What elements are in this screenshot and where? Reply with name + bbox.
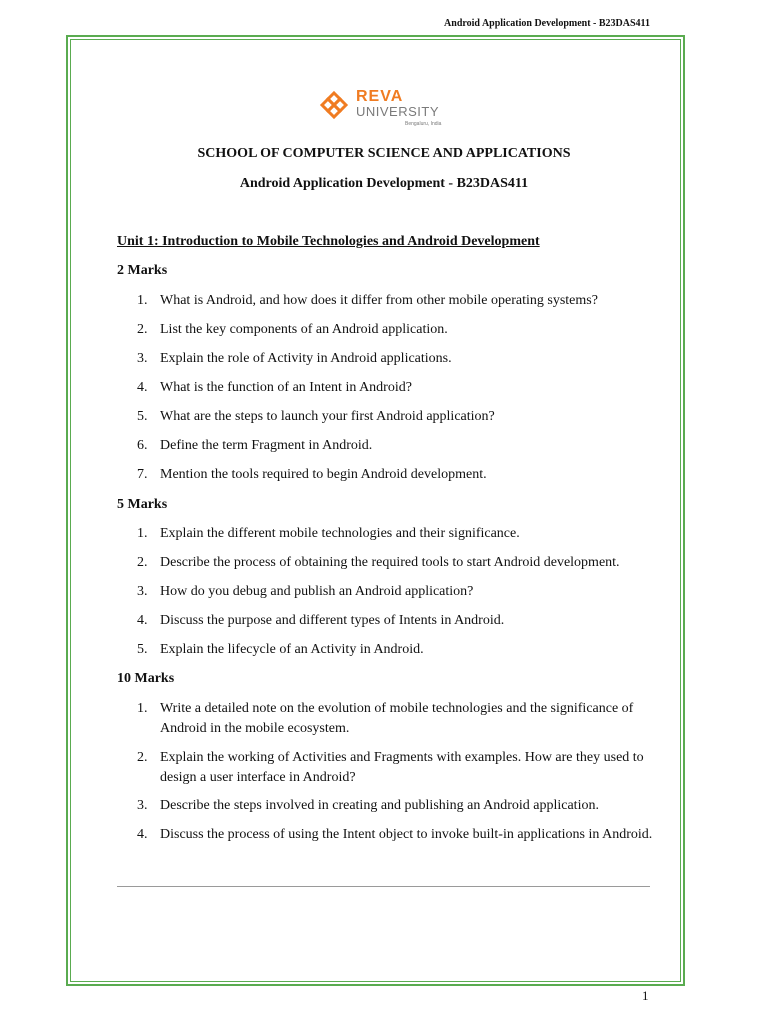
question-number: 1. [137,526,148,541]
question-text: What is Android, and how does it differ from other mobile operating systems? [160,293,598,308]
question-item [137,611,657,631]
question-number: 4. [137,380,148,395]
question-item [137,825,657,845]
question-number: 1. [137,293,148,308]
question-text: Discuss the purpose and different types of Intents in Android. [160,613,505,628]
question-number: 7. [137,467,148,482]
question-text: Write a detailed note on the evolution of mobile technologies and the significance of Android in the mobile ecosystem. [160,701,634,736]
reva-knot-icon [319,90,349,120]
question-text: Explain the different mobile technologies and their significance. [160,526,520,541]
question-item [137,378,657,398]
question-item [137,640,657,660]
question-number: 4. [137,613,148,628]
question-text: List the key components of an Android application. [160,322,448,337]
question-text: Discuss the process of using the Intent object to invoke built-in applications in Android. [160,827,653,842]
question-item [137,465,657,485]
question-item [137,553,657,573]
section-heading-5-marks: 5 Marks [117,497,168,512]
question-item [137,407,657,427]
question-number: 1. [137,701,148,716]
question-number: 5. [137,642,148,657]
question-item [137,436,657,456]
logo-name-top: REVA [356,88,404,105]
question-item [137,524,657,544]
school-title: SCHOOL OF COMPUTER SCIENCE AND APPLICATIONS [197,146,571,161]
question-text: Describe the process of obtaining the required tools to start Android development. [160,555,620,570]
question-number: 5. [137,409,148,424]
page-number: 1 [642,988,649,1003]
question-item [137,699,657,739]
logo-name-bottom: UNIVERSITY [356,104,440,119]
question-text: Explain the working of Activities and Fragments with examples. How are they used to design a user interface in Android? [160,750,644,785]
question-text: What are the steps to launch your first Android application? [160,409,495,424]
logo-location: Bengaluru, India [405,121,442,127]
question-text: What is the function of an Intent in Android? [160,380,412,395]
question-number: 4. [137,827,148,842]
question-number: 3. [137,798,148,813]
question-text: Explain the lifecycle of an Activity in Android. [160,642,424,657]
question-item [137,796,657,816]
question-text: Explain the role of Activity in Android applications. [160,351,452,366]
question-item [137,748,657,788]
question-item [137,291,657,311]
question-text: Mention the tools required to begin Android development. [160,467,487,482]
running-header: Android Application Development - B23DAS411 [444,18,650,29]
unit-heading: Unit 1: Introduction to Mobile Technologies and Android Development [117,234,540,249]
question-item [137,582,657,602]
question-number: 3. [137,584,148,599]
question-number: 3. [137,351,148,366]
question-number: 6. [137,438,148,453]
footer-divider [117,886,650,887]
section-heading-10-marks: 10 Marks [117,671,175,686]
question-number: 2. [137,555,148,570]
question-item [137,320,657,340]
question-text: Describe the steps involved in creating and publishing an Android application. [160,798,599,813]
question-number: 2. [137,322,148,337]
course-title: Android Application Development - B23DAS411 [239,176,529,191]
question-item [137,349,657,369]
question-text: Define the term Fragment in Android. [160,438,373,453]
section-heading-2-marks: 2 Marks [117,263,168,278]
university-logo [319,88,451,132]
question-number: 2. [137,750,148,765]
question-text: How do you debug and publish an Android application? [160,584,474,599]
